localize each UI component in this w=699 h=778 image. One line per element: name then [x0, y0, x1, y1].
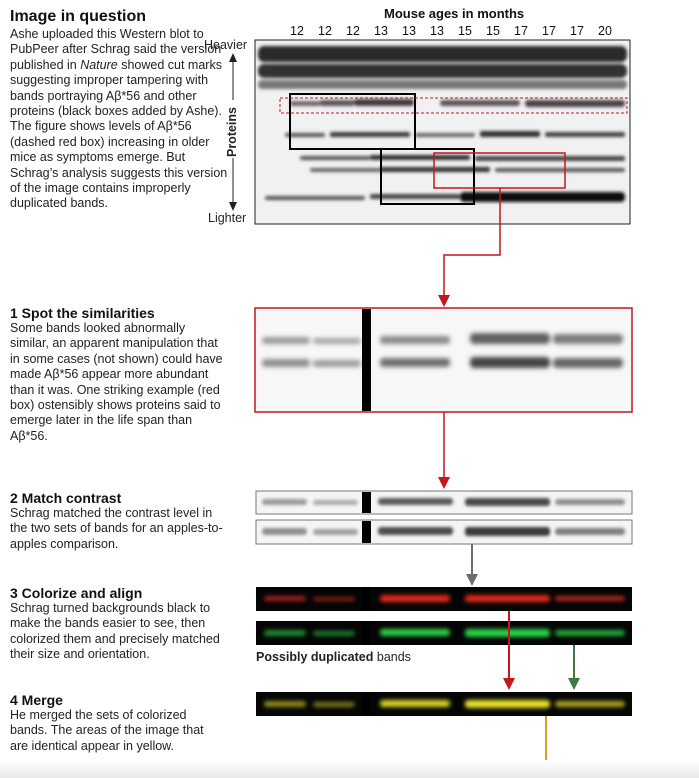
step-3-body: Schrag turned backgrounds black to make the bands easier to see, then colorized them and precisely matched their size and orientation.: [10, 601, 220, 662]
age-label: 15: [458, 24, 472, 38]
heavier-label: Heavier: [204, 38, 248, 52]
step-4-body: He merged the sets of colorized bands. The areas of the image that are identical appear in yellow.: [10, 708, 204, 753]
intro-body: Ashe uploaded this Western blot to PubPeer after Schrag said the version published in Nature showed cut marks suggesting improper tampering with bands portraying Aβ*56 and other proteins (black boxes added by Ashe). The figure shows levels of Aβ*56 (dashed red box) increasing in older mice as symptoms emerge. But Schrag’s analysis suggests this version of the image contains improperly duplicated bands.: [10, 27, 228, 211]
age-label: 13: [374, 24, 388, 38]
contrast-strip-bottom: [256, 520, 632, 544]
lighter-label: Lighter: [208, 211, 247, 225]
age-label: 12: [346, 24, 360, 38]
step-2-title: 2 Match contrast: [10, 490, 122, 506]
proteins-label: Proteins: [225, 107, 239, 158]
enlarged-bands-view: [255, 308, 632, 412]
blot-header: Mouse ages in months: [384, 6, 525, 21]
age-label: 17: [542, 24, 556, 38]
age-label: 17: [570, 24, 584, 38]
age-label: 13: [402, 24, 416, 38]
green-colorized-strip: [256, 621, 632, 645]
age-label: 12: [318, 24, 332, 38]
intro-title: Image in question: [10, 8, 147, 25]
step-1-body: Some bands looked abnormally similar, an apparent manipulation that in some cases (not shown) could have made Aβ*56 appear more abundant than it was. One striking example (red box) ostensibly shows proteins said to emerge later in the life span than Aβ*56.: [10, 321, 223, 443]
duplicated-label: Possibly duplicated bands: [256, 650, 411, 664]
proteins-axis-arrow: [229, 53, 237, 211]
step-3-title: 3 Colorize and align: [10, 585, 143, 601]
age-label: 15: [486, 24, 500, 38]
age-label: 20: [598, 24, 612, 38]
contrast-strip-top: [256, 491, 632, 514]
age-label: 12: [290, 24, 304, 38]
step-4-title: 4 Merge: [10, 692, 63, 708]
step-1-title: 1 Spot the similarities: [10, 305, 155, 321]
bottom-fade: [0, 760, 699, 778]
western-blot-image: [255, 40, 630, 224]
merged-yellow-strip: [256, 692, 632, 716]
age-label: 13: [430, 24, 444, 38]
step-2-body: Schrag matched the contrast level in the two sets of bands for an apples-to-apples comparison.: [10, 506, 223, 551]
age-label: 17: [514, 24, 528, 38]
red-colorized-strip: [256, 587, 632, 611]
